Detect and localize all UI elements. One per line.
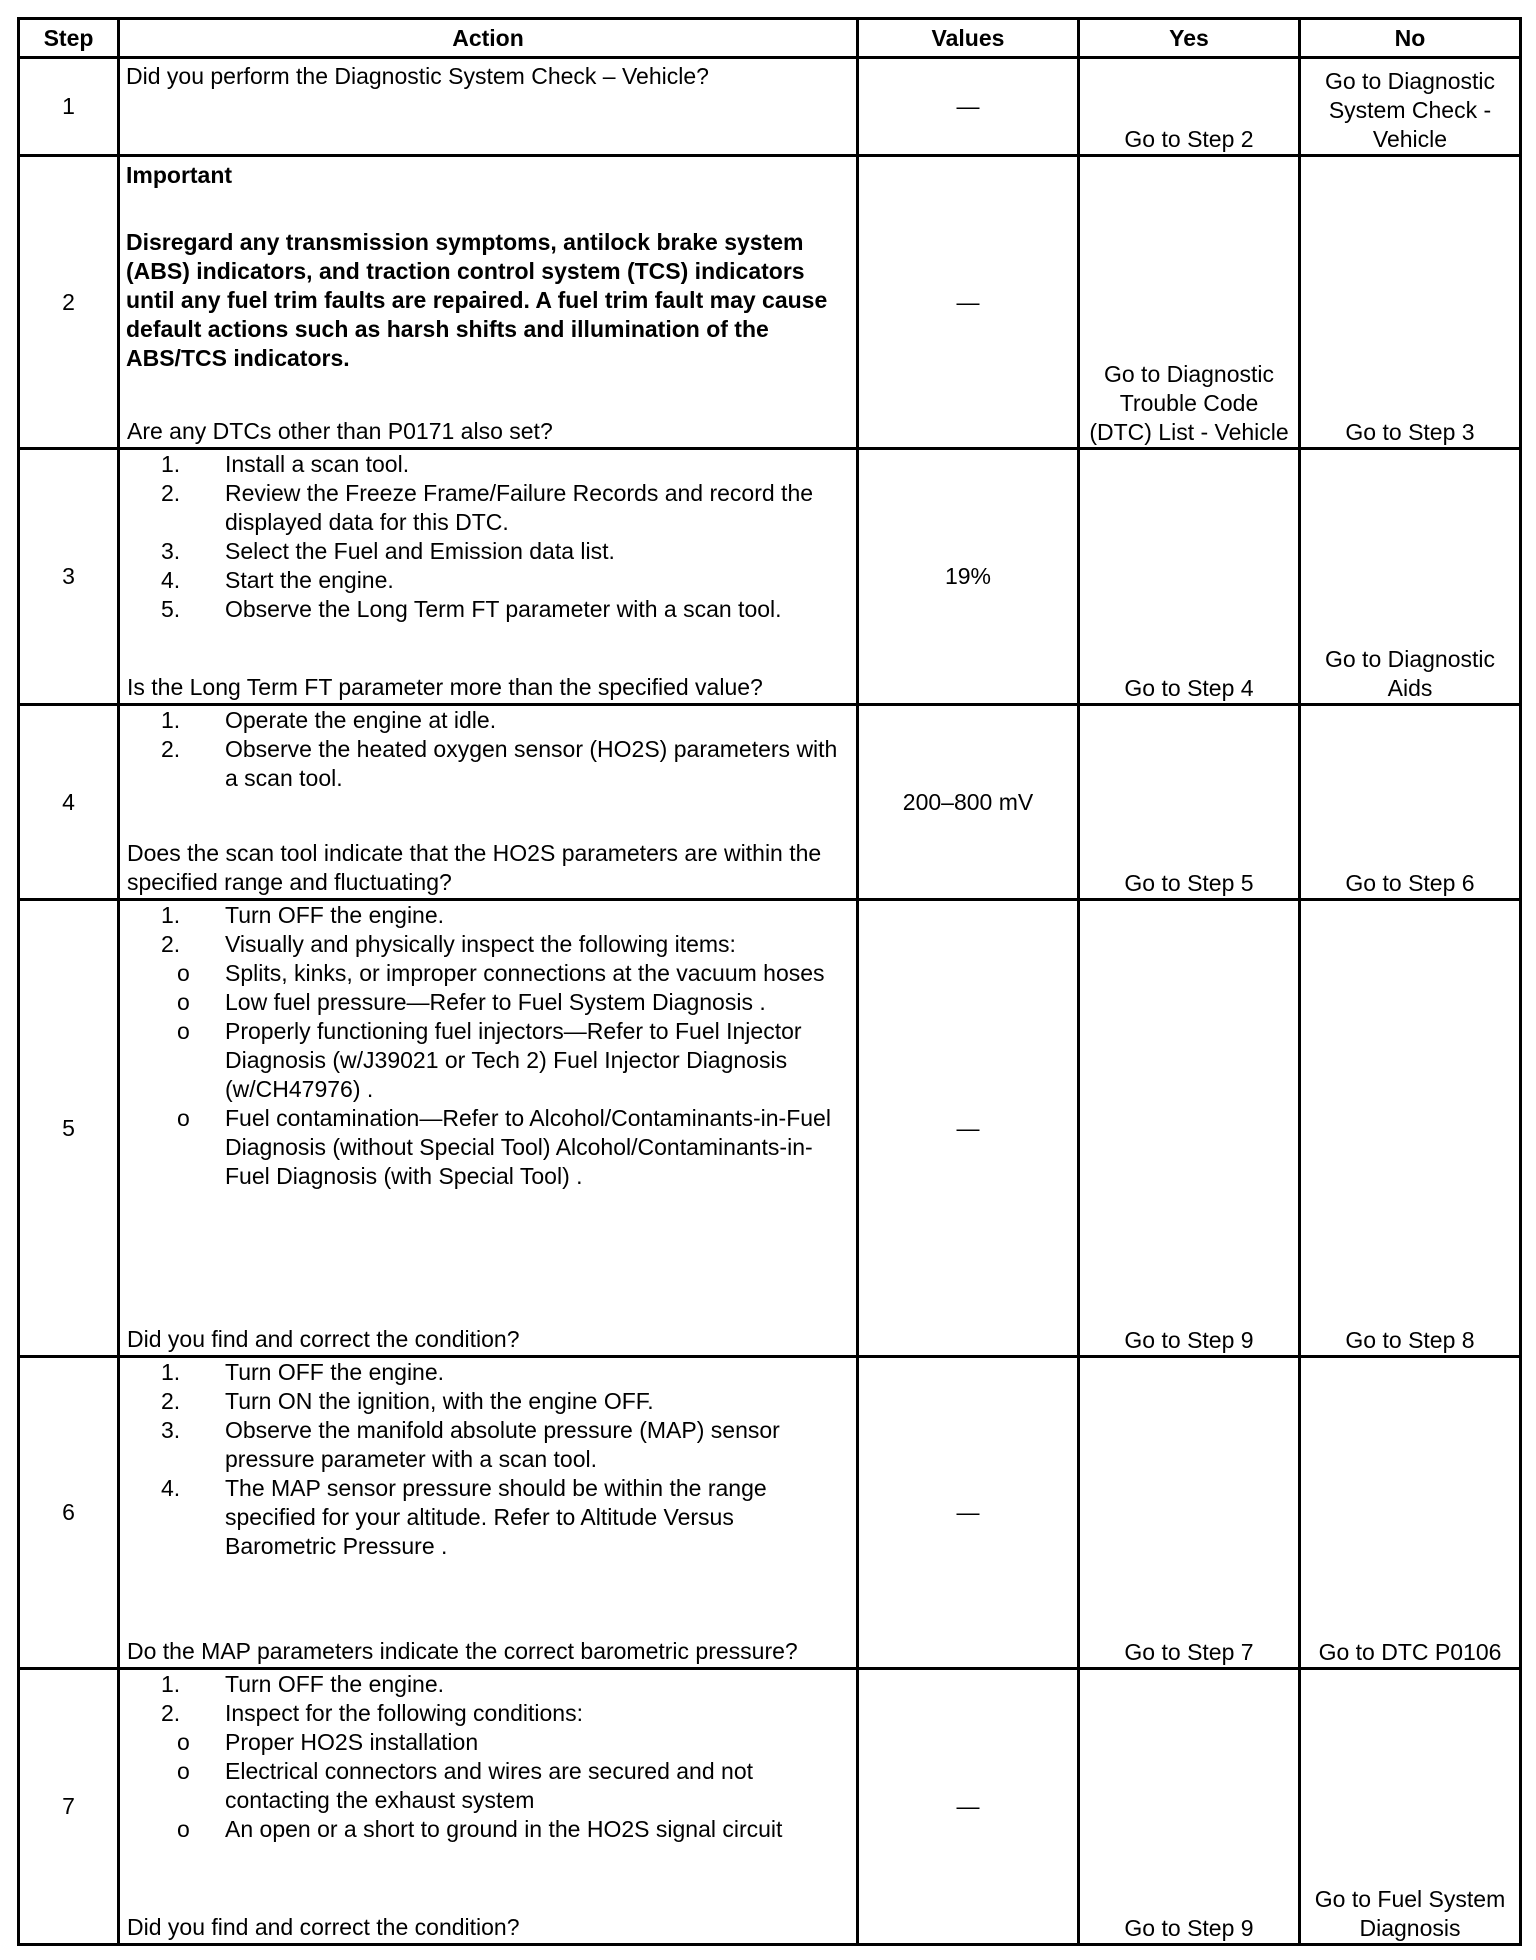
list-item <box>161 735 850 793</box>
item-number: 3. <box>161 1417 181 1443</box>
list-item <box>161 930 850 1191</box>
value-cell: 200–800 mV <box>858 705 1079 900</box>
no-link[interactable]: Go to Fuel System Diagnosis <box>1300 1669 1521 1945</box>
item-number: 1. <box>161 1671 181 1697</box>
action-cell <box>119 900 858 1357</box>
list-item <box>161 450 850 479</box>
item-text: Turn OFF the engine. <box>225 1671 445 1697</box>
value-cell: — <box>858 58 1079 156</box>
item-text: Inspect for the following conditions: <box>225 1700 583 1726</box>
action-cell <box>119 1669 858 1945</box>
bullet-marker: o <box>177 1729 190 1755</box>
sub-item-text: Proper HO2S installation <box>225 1729 479 1755</box>
no-link[interactable]: Go to Diagnostic Aids <box>1300 449 1521 705</box>
procedure-list <box>126 1358 850 1561</box>
bullet-marker: o <box>177 1105 190 1131</box>
item-text: The MAP sensor pressure should be within the range specified for your altitude. Refer to Altitude Versus Barometric Pressure . <box>225 1475 767 1559</box>
action-cell <box>119 449 858 705</box>
item-number: 5. <box>161 596 181 622</box>
header-yes: Yes <box>1079 19 1300 58</box>
item-text: Observe the Long Term FT parameter with a scan tool. <box>225 596 782 622</box>
list-item <box>161 1670 850 1699</box>
sub-list-item <box>177 1728 850 1757</box>
item-text: Review the Freeze Frame/Failure Records and record the displayed data for this DTC. <box>225 480 814 535</box>
sub-list-item <box>177 1757 850 1815</box>
question-text: Does the scan tool indicate that the HO2S parameters are within the specified range and fluctuating? <box>127 840 822 895</box>
table-row-step-3 <box>19 449 1521 705</box>
item-text: Visually and physically inspect the following items: <box>225 931 736 957</box>
item-number: 2. <box>161 1388 181 1414</box>
yes-link[interactable]: Go to Step 9 <box>1079 900 1300 1357</box>
procedure-list <box>126 450 850 624</box>
question-text: Did you find and correct the condition? <box>127 1326 520 1352</box>
action-cell <box>119 58 858 156</box>
sub-list-item <box>177 1104 850 1191</box>
header-no: No <box>1300 19 1521 58</box>
item-text: Turn ON the ignition, with the engine OFF. <box>225 1388 654 1414</box>
procedure-list <box>126 1670 850 1844</box>
table-row-step-7 <box>19 1669 1521 1945</box>
header-step: Step <box>19 19 119 58</box>
table-row-step-1 <box>19 58 1521 156</box>
sub-list-item <box>177 959 850 988</box>
sub-item-text: Fuel contamination—Refer to Alcohol/Contaminants-in-Fuel Diagnosis (without Special Tool) Alcohol/Contaminants-in-Fuel Diagnosis (with Special Tool) . <box>225 1105 831 1189</box>
list-item <box>161 566 850 595</box>
table-row-step-6 <box>19 1357 1521 1669</box>
step-number: 5 <box>19 900 119 1357</box>
item-text: Observe the heated oxygen sensor (HO2S) parameters with a scan tool. <box>225 736 838 791</box>
value-cell: 19% <box>858 449 1079 705</box>
sub-item-text: Splits, kinks, or improper connections at the vacuum hoses <box>225 960 825 986</box>
bullet-marker: o <box>177 1018 190 1044</box>
table-row-step-5 <box>19 900 1521 1357</box>
bullet-marker: o <box>177 1758 190 1784</box>
header-action: Action <box>119 19 858 58</box>
sub-list-item <box>177 988 850 1017</box>
question-text: Did you perform the Diagnostic System Check – Vehicle? <box>126 63 709 89</box>
list-item <box>161 901 850 930</box>
list-item <box>161 1358 850 1387</box>
table-row-step-2 <box>19 156 1521 449</box>
procedure-list <box>126 706 850 793</box>
value-cell: — <box>858 1669 1079 1945</box>
sub-list-item <box>177 1017 850 1104</box>
sub-item-text: An open or a short to ground in the HO2S signal circuit <box>225 1816 783 1842</box>
list-item <box>161 479 850 537</box>
action-cell <box>119 1357 858 1669</box>
important-label: Important <box>126 162 233 188</box>
bullet-marker: o <box>177 1816 190 1842</box>
yes-link[interactable]: Go to Step 9 <box>1079 1669 1300 1945</box>
value-cell: — <box>858 156 1079 449</box>
item-number: 4. <box>161 1475 181 1501</box>
item-number: 4. <box>161 567 181 593</box>
sub-item-text: Properly functioning fuel injectors—Refer to Fuel Injector Diagnosis (w/J39021 or Tech 2) Fuel Injector Diagnosis (w/CH47976) . <box>225 1018 802 1102</box>
yes-link[interactable]: Go to Step 4 <box>1079 449 1300 705</box>
list-item <box>161 1387 850 1416</box>
yes-link[interactable]: Go to Step 5 <box>1079 705 1300 900</box>
question-text: Did you find and correct the condition? <box>127 1914 520 1940</box>
sub-list <box>126 1728 850 1844</box>
item-number: 3. <box>161 538 181 564</box>
step-number: 6 <box>19 1357 119 1669</box>
no-link[interactable]: Go to Step 8 <box>1300 900 1521 1357</box>
list-item <box>161 1474 850 1561</box>
procedure-list <box>126 901 850 1191</box>
sub-list-item <box>177 1815 850 1844</box>
item-number: 2. <box>161 1700 181 1726</box>
no-link[interactable]: Go to Diagnostic System Check - Vehicle <box>1300 58 1521 156</box>
question-text: Are any DTCs other than P0171 also set? <box>127 418 553 444</box>
list-item <box>161 595 850 624</box>
sub-list <box>126 959 850 1191</box>
item-text: Turn OFF the engine. <box>225 1359 445 1385</box>
important-note: Disregard any transmission symptoms, antilock brake system (ABS) indicators, and traction control system (TCS) indicators until any fuel trim faults are repaired. A fuel trim fault may cause default actions such as harsh shifts and illumination of the ABS/TCS indicators. <box>126 229 828 371</box>
item-number: 1. <box>161 902 181 928</box>
action-cell <box>119 156 858 449</box>
item-number: 2. <box>161 480 181 506</box>
item-text: Operate the engine at idle. <box>225 707 497 733</box>
bullet-marker: o <box>177 989 190 1015</box>
table-row-step-4 <box>19 705 1521 900</box>
step-number: 4 <box>19 705 119 900</box>
question-text: Is the Long Term FT parameter more than the specified value? <box>127 674 763 700</box>
sub-item-text: Electrical connectors and wires are secured and not contacting the exhaust system <box>225 1758 754 1813</box>
no-link[interactable]: Go to DTC P0106 <box>1300 1357 1521 1669</box>
item-text: Start the engine. <box>225 567 394 593</box>
step-number: 1 <box>19 58 119 156</box>
diagnostic-table <box>17 17 1522 1946</box>
value-cell: — <box>858 1357 1079 1669</box>
list-item <box>161 1416 850 1474</box>
item-text: Install a scan tool. <box>225 451 410 477</box>
step-number: 2 <box>19 156 119 449</box>
header-values: Values <box>858 19 1079 58</box>
item-text: Turn OFF the engine. <box>225 902 445 928</box>
list-item <box>161 1699 850 1844</box>
item-text: Select the Fuel and Emission data list. <box>225 538 615 564</box>
bullet-marker: o <box>177 960 190 986</box>
question-text: Do the MAP parameters indicate the correct barometric pressure? <box>127 1638 798 1664</box>
step-number: 7 <box>19 1669 119 1945</box>
yes-link[interactable]: Go to Step 2 <box>1079 58 1300 156</box>
step-number: 3 <box>19 449 119 705</box>
no-link[interactable]: Go to Step 3 <box>1300 156 1521 449</box>
header-row <box>19 19 1521 58</box>
item-number: 1. <box>161 707 181 733</box>
list-item <box>161 537 850 566</box>
value-cell: — <box>858 900 1079 1357</box>
item-number: 2. <box>161 736 181 762</box>
yes-link[interactable]: Go to Diagnostic Trouble Code (DTC) List - Vehicle <box>1079 156 1300 449</box>
item-number: 1. <box>161 451 181 477</box>
no-link[interactable]: Go to Step 6 <box>1300 705 1521 900</box>
item-number: 1. <box>161 1359 181 1385</box>
sub-item-text: Low fuel pressure—Refer to Fuel System Diagnosis . <box>225 989 766 1015</box>
yes-link[interactable]: Go to Step 7 <box>1079 1357 1300 1669</box>
list-item <box>161 706 850 735</box>
item-number: 2. <box>161 931 181 957</box>
action-cell <box>119 705 858 900</box>
item-text: Observe the manifold absolute pressure (MAP) sensor pressure parameter with a scan tool. <box>225 1417 780 1472</box>
